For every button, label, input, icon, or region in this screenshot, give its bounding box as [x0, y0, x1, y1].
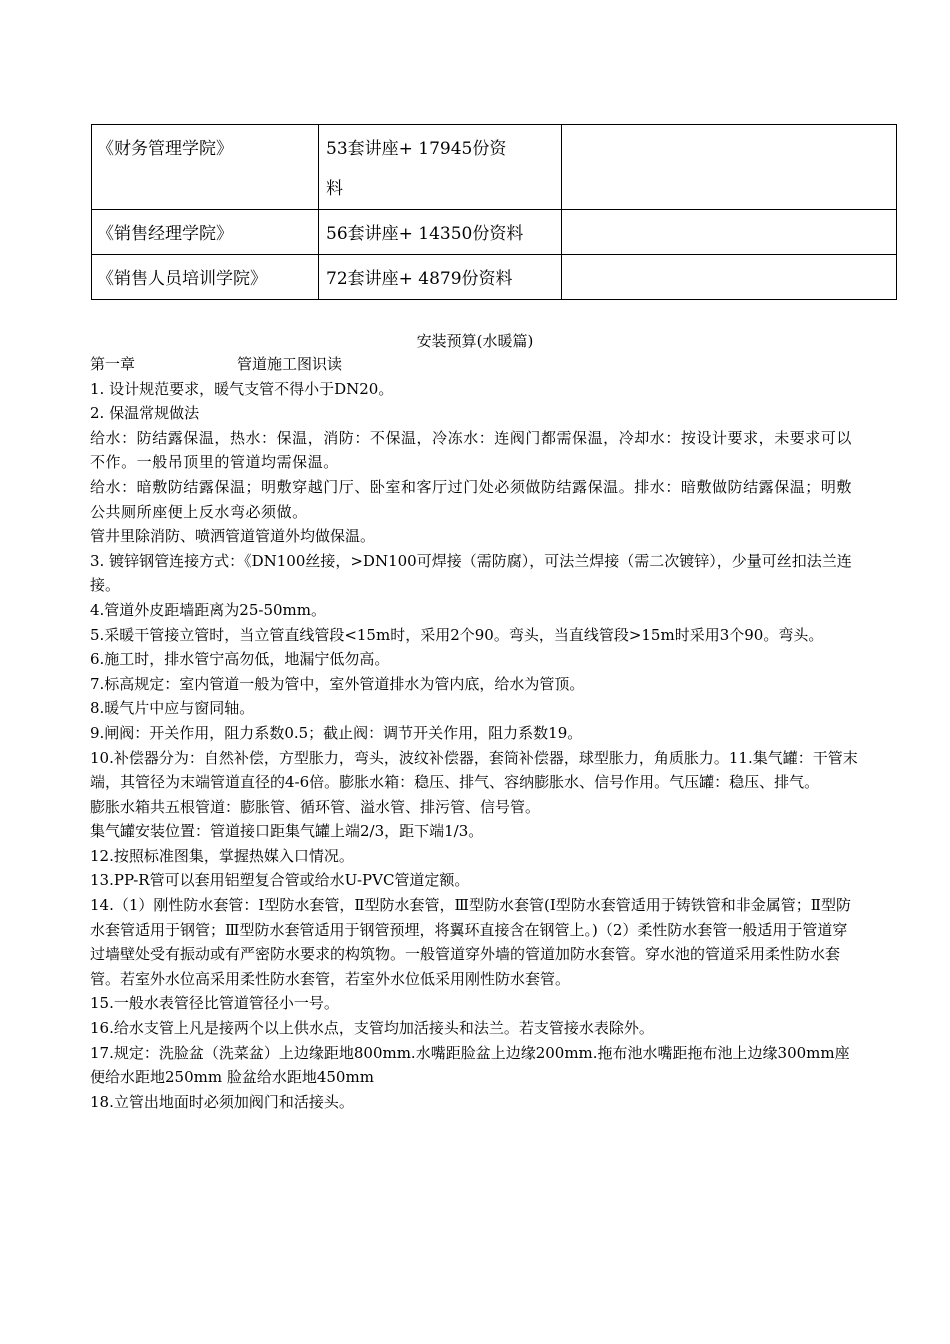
paragraph: 12.按照标准图集，掌握热媒入口情况。	[90, 846, 354, 865]
chapter-heading	[90, 352, 860, 377]
paragraph: 7.标高规定：室内管道一般为管中，室外管道排水为管内底，给水为管顶。	[90, 674, 585, 693]
table-row	[92, 255, 897, 300]
table-cell-empty	[562, 210, 897, 255]
paragraph: 5.采暖干管接立管时，当立管直线管段<15m时，采用2个90。弯头，当直线管段>15m时采用3个90。弯头。	[90, 625, 824, 644]
table-row	[92, 210, 897, 255]
table-row	[92, 125, 897, 210]
document-title: 安装预算(水暖篇)	[416, 332, 534, 350]
paragraph: 15.一般水表管径比管道管径小一号。	[90, 994, 339, 1013]
chapter-title: 管道施工图识读	[237, 355, 343, 373]
table-cell-content	[319, 125, 562, 210]
paragraph: 9.闸阀：开关作用，阻力系数0.5；截止阀：调节开关作用，阻力系数19。	[90, 723, 583, 742]
table-cell-name: 《财务管理学院》	[92, 125, 319, 210]
paragraph: 14.（1）刚性防水套管：Ⅰ型防水套管，Ⅱ型防水套管，Ⅲ型防水套管(Ⅰ型防水套管适用于铸铁管和非金属管；Ⅱ型防水套管适用于钢管；Ⅲ型防水套管适用于钢管预埋，将翼环直接含在钢管上。)（2）柔性防水套管一般适用于管道穿过墙壁处受有振动或有严密防水要求的构筑物。一般管道穿外墙的管道加防水套管。穿水池的管道采用柔性防水套管。若室外水位高采用柔性防水套管，若室外水位低采用刚性防水套管。	[90, 896, 851, 988]
paragraph: 13.PP-R管可以套用铝塑复合管或给水U-PVC管道定额。	[90, 871, 470, 890]
paragraph: 16.给水支管上凡是接两个以上供水点，支管均加活接头和法兰。若支管接水表除外。	[90, 1019, 654, 1038]
paragraph: 1. 设计规范要求，暖气支管不得小于DN20。	[90, 379, 394, 398]
table-cell-empty	[562, 125, 897, 210]
table-cell-content: 56套讲座+ 14350份资料	[319, 210, 562, 255]
paragraph: 17.规定：洗脸盆（洗菜盆）上边缘距地800mm.水嘴距脸盆上边缘200mm.拖布池水嘴距拖布池上边缘300mm座便给水距地250mm 脸盆给水距地450mm	[90, 1043, 850, 1087]
table-cell-name: 《销售经理学院》	[92, 210, 319, 255]
document-body	[90, 352, 860, 1114]
paragraph: 6.施工时，排水管宁高勿低，地漏宁低勿高。	[90, 650, 390, 669]
paragraph: 2. 保温常规做法	[90, 404, 200, 423]
table-cell-content-line: 料	[326, 179, 343, 199]
paragraph: 管井里除消防、喷洒管道管道外均做保温。	[90, 527, 376, 546]
table-cell-empty	[562, 255, 897, 300]
table-cell-name: 《销售人员培训学院》	[92, 255, 319, 300]
table-cell-content-line: 53套讲座+ 17945份资	[326, 139, 507, 159]
paragraph: 10.补偿器分为：自然补偿，方型胀力，弯头，波纹补偿器，套筒补偿器，球型胀力，角质胀力。11.集气罐：干管末端，其管径为末端管道直径的4-6倍。膨胀水箱：稳压、排气、容纳膨胀水、信号作用。气压罐：稳压、排气。	[90, 748, 858, 792]
paragraph: 给水：防结露保温，热水：保温，消防：不保温，冷冻水：连阀门都需保温，冷却水：按设计要求，未要求可以不作。一般吊顶里的管道均需保温。	[90, 428, 852, 472]
chapter-label: 第一章	[90, 355, 136, 373]
table-cell-content: 72套讲座+ 4879份资料	[319, 255, 562, 300]
paragraph: 8.暖气片中应与窗同轴。	[90, 699, 255, 718]
paragraph: 18.立管出地面时必须加阀门和活接头。	[90, 1092, 354, 1111]
paragraph: 给水：暗敷防结露保温；明敷穿越门厅、卧室和客厅过门处必须做防结露保温。排水：暗敷做防结露保温；明敷公共厕所座便上反水弯必须做。	[90, 477, 852, 521]
paragraph: 膨胀水箱共五根管道：膨胀管、循环管、溢水管、排污管、信号管。	[90, 797, 541, 816]
paragraph: 集气罐安装位置：管道接口距集气罐上端2/3，距下端1/3。	[90, 822, 484, 841]
paragraph: 3. 镀锌钢管连接方式：《DN100丝接，>DN100可焊接（需防腐），可法兰焊接（需二次镀锌），少量可丝扣法兰连接。	[90, 551, 852, 595]
paragraph: 4.管道外皮距墙距离为25-50mm。	[90, 600, 327, 619]
resource-table	[91, 124, 897, 300]
